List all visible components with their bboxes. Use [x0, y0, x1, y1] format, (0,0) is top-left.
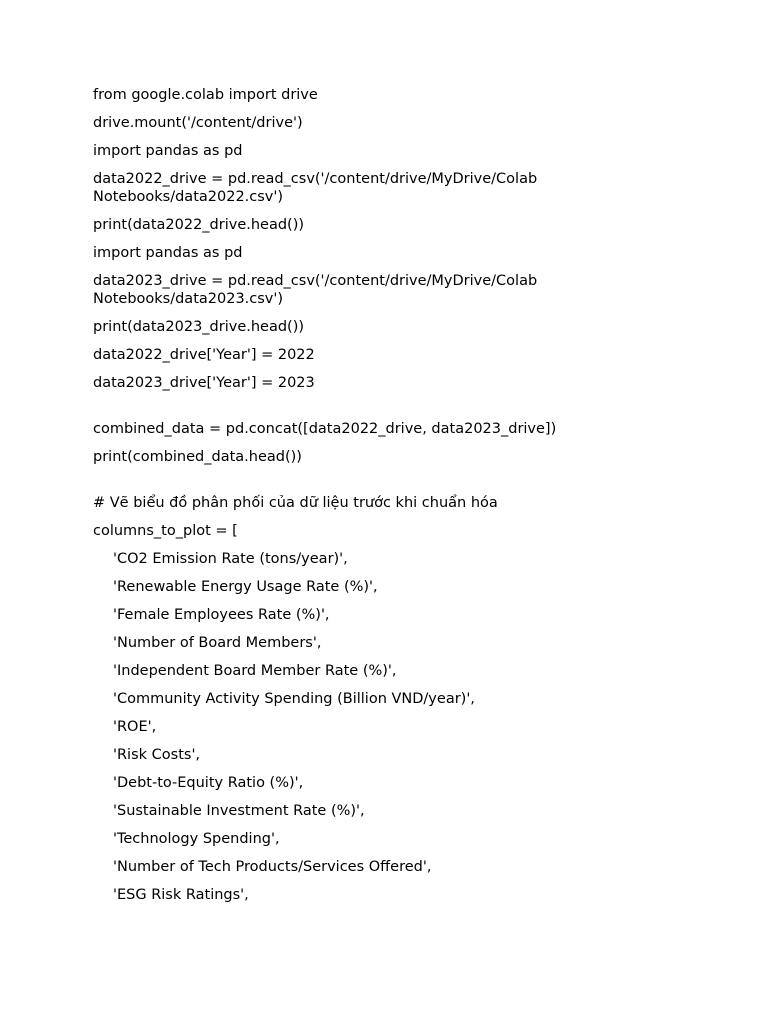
code-line: from google.colab import drive: [93, 87, 318, 103]
list-item: 'Number of Board Members',: [113, 635, 322, 651]
code-line: print(data2022_drive.head()): [93, 217, 305, 233]
list-item: 'CO2 Emission Rate (tons/year)',: [113, 551, 348, 567]
list-item: 'Technology Spending',: [113, 831, 280, 847]
list-item: 'Number of Tech Products/Services Offered',: [113, 859, 432, 875]
list-item: 'Renewable Energy Usage Rate (%)',: [113, 579, 378, 595]
code-line: data2023_drive = pd.read_csv('/content/drive/MyDrive/Colab Notebooks/data2023.csv'): [93, 273, 538, 307]
list-item: 'Risk Costs',: [113, 747, 201, 763]
list-item: 'ESG Risk Ratings',: [113, 887, 249, 903]
code-line: columns_to_plot = [: [93, 523, 238, 539]
code-block: [93, 86, 733, 914]
code-line: data2023_drive['Year'] = 2023: [93, 375, 315, 391]
code-line: import pandas as pd: [93, 143, 243, 159]
list-item: 'Sustainable Investment Rate (%)',: [113, 803, 365, 819]
code-comment: # Vẽ biểu đồ phân phối của dữ liệu trước khi chuẩn hóa: [93, 495, 498, 511]
code-line: data2022_drive['Year'] = 2022: [93, 347, 315, 363]
code-line: combined_data = pd.concat([data2022_drive, data2023_drive]): [93, 421, 557, 437]
list-item: 'Debt-to-Equity Ratio (%)',: [113, 775, 304, 791]
list-item: 'Independent Board Member Rate (%)',: [113, 663, 397, 679]
code-line: data2022_drive = pd.read_csv('/content/drive/MyDrive/Colab Notebooks/data2022.csv'): [93, 171, 538, 205]
list-item: 'ROE',: [113, 719, 157, 735]
code-line: drive.mount('/content/drive'): [93, 115, 303, 131]
list-item: 'Community Activity Spending (Billion VND/year)',: [113, 691, 475, 707]
code-line: print(data2023_drive.head()): [93, 319, 305, 335]
list-item: 'Female Employees Rate (%)',: [113, 607, 330, 623]
code-line: print(combined_data.head()): [93, 449, 302, 465]
code-line: import pandas as pd: [93, 245, 243, 261]
